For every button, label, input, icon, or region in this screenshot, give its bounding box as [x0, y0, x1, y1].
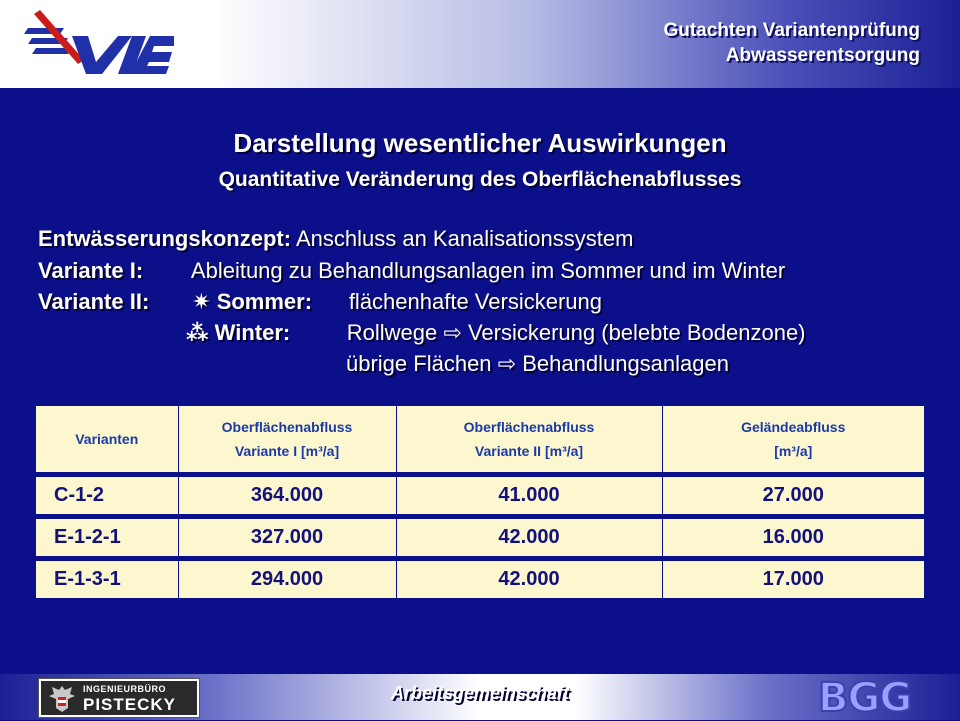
concept-text: Anschluss an Kanalisationssystem	[295, 226, 634, 251]
column-header: Varianten	[36, 406, 178, 475]
table-cell: 42.000	[396, 517, 662, 559]
table-cell: 17.000	[762, 568, 824, 590]
variant1-text: Ableitung zu Behandlungsanlagen im Sommer und im Winter	[190, 258, 786, 283]
variant1-label: Variante I:	[38, 258, 144, 283]
footer-text: Arbeitsgemeinschaft	[390, 683, 570, 703]
table-row	[36, 517, 924, 559]
table-cell: 364.000	[178, 475, 396, 517]
table-cell: 327.000	[178, 517, 396, 559]
snow-icon: ⁂	[186, 320, 209, 345]
other-text-b: Behandlungsanlagen	[522, 351, 729, 376]
table-cell: 27.000	[662, 475, 924, 517]
winter-text-b: Versickerung (belebte Bodenzone)	[467, 320, 806, 345]
table-cell: 41.000	[396, 475, 662, 517]
arrow-right-icon: ⇨	[497, 351, 517, 376]
vie-logo	[14, 6, 182, 82]
column-header: Oberflächenabfluss Variante II [m³/a]	[396, 406, 662, 475]
slide-title: Darstellung wesentlicher Auswirkungen	[233, 128, 727, 158]
table-row	[36, 475, 924, 517]
table-row	[36, 559, 924, 599]
arrow-right-icon: ⇨	[443, 320, 462, 345]
sun-icon: ✷	[192, 289, 211, 314]
concept-label: Entwässerungskonzept:	[38, 226, 292, 251]
table-cell: C-1-2	[36, 475, 178, 517]
table-cell: 42.000	[396, 559, 662, 599]
other-areas-line	[346, 351, 729, 377]
winter-label: Winter:	[214, 320, 291, 345]
bgg-logo: BGG	[818, 675, 912, 721]
variant2-summer-line	[38, 289, 602, 315]
summer-label: Sommer:	[216, 289, 313, 314]
other-text-a: übrige Flächen	[346, 351, 492, 376]
table-cell: 16.000	[662, 517, 924, 559]
winter-text-a: Rollwege	[346, 320, 438, 345]
summer-text: flächenhafte Versickerung	[348, 289, 602, 314]
header-title-line2: Abwasserentsorgung	[725, 45, 920, 66]
slide-subtitle: Quantitative Veränderung des Oberflächenabflusses	[218, 168, 742, 191]
variant1-line	[38, 258, 785, 284]
header-title	[663, 18, 920, 68]
header-title-line1: Gutachten Variantenprüfung	[663, 20, 920, 41]
table-cell: E-1-3-1	[36, 559, 178, 599]
concept-line	[38, 226, 633, 252]
vie-logo-graphic	[14, 6, 182, 82]
variant2-label: Variante II:	[38, 289, 150, 314]
pistecky-logo-line2: PISTECKY	[83, 695, 177, 714]
pistecky-logo-line1: INGENIEURBÜRO	[83, 684, 167, 694]
column-header: Geländeabfluss [m³/a]	[662, 406, 924, 475]
table-header-row	[36, 406, 924, 475]
column-header: Oberflächenabfluss Variante I [m³/a]	[178, 406, 396, 475]
table-cell: 294.000	[178, 559, 396, 599]
runoff-table	[36, 406, 924, 598]
table-cell: E-1-2-1	[36, 517, 178, 559]
variant2-winter-line	[186, 320, 806, 346]
